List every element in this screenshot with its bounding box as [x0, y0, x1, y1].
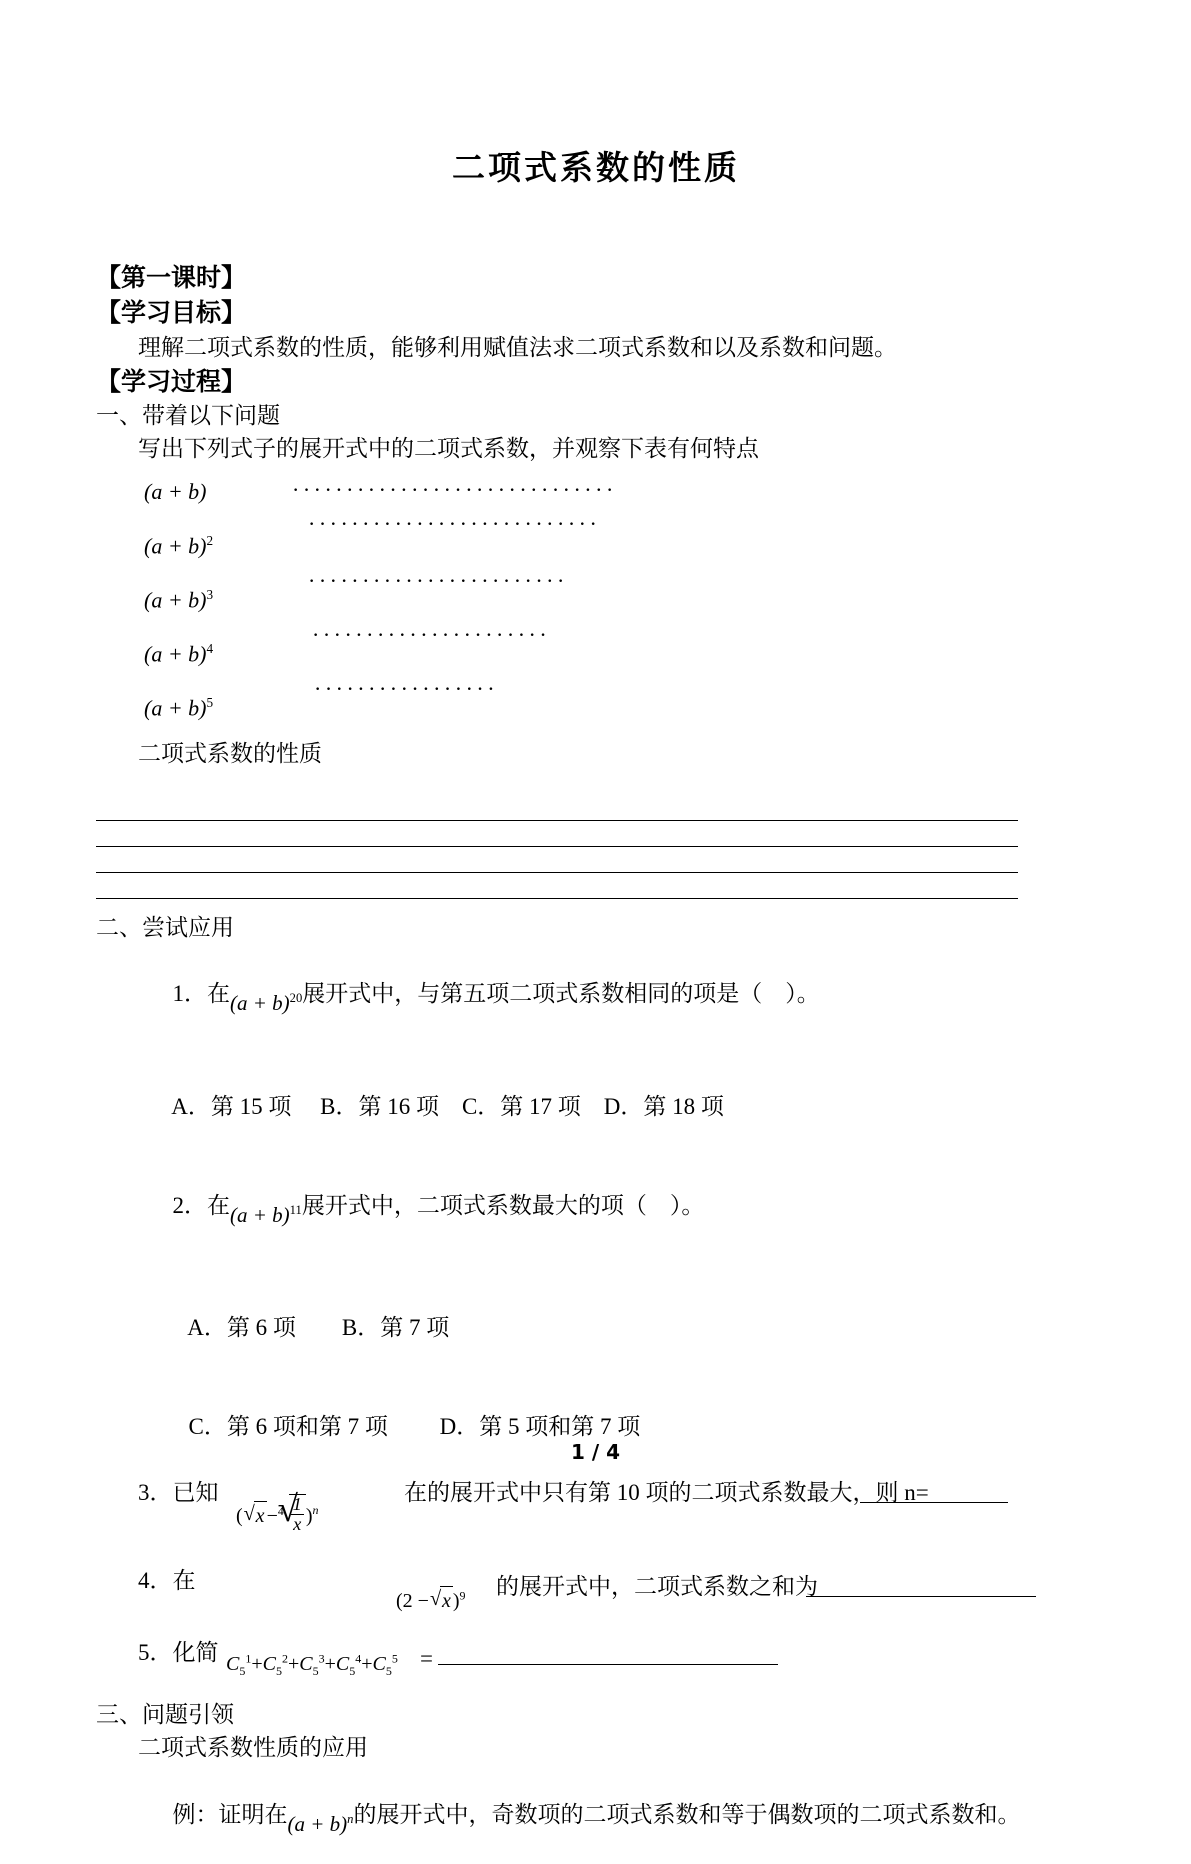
dot-leader: ··························· [308, 511, 601, 537]
question-4-number: 4．在 [138, 1568, 196, 1594]
expression-row [96, 511, 1096, 565]
dot-leader: ························ [308, 568, 568, 594]
option-a[interactable]: A．第 15 项 [171, 1094, 292, 1120]
expression-ab-4: $(a + b)^4$ [144, 641, 214, 667]
answer-line[interactable] [96, 821, 1018, 847]
question-3-number: 3．已知 [138, 1480, 219, 1506]
question-4-tail: 的展开式中，二项式系数之和为 [496, 1574, 818, 1600]
option-c[interactable]: C．第 6 项和第 7 项 [188, 1414, 388, 1440]
section-three-subtitle: 二项式系数性质的应用 [138, 1735, 368, 1761]
option-d[interactable]: D．第 18 项 [603, 1094, 724, 1120]
expression-ab-2: $(a + b)^2$ [144, 533, 214, 559]
expression-row [96, 465, 1096, 511]
question-4-blank[interactable] [806, 1596, 1036, 1597]
heading-objective: 【学习目标】 [96, 298, 247, 328]
question-2-tail: 展开式中，二项式系数最大的项（ ）。 [301, 1193, 705, 1219]
question-1-number: 1．在 [172, 980, 230, 1006]
question-5-blank[interactable] [438, 1664, 778, 1665]
question-3-math: ( √ x −$^4$ √ $\frac{1}{x}$ )$^n$ [236, 1494, 319, 1534]
question-2 [96, 1156, 1096, 1255]
question-4 [96, 1564, 1096, 1636]
example-math: $(a + b)^n$ [287, 1811, 354, 1836]
dot-leader: ······························ [292, 477, 617, 503]
answer-line[interactable] [96, 795, 1018, 821]
question-4-math: (2 − √ x )$^9$ [396, 1586, 466, 1616]
heading-process: 【学习过程】 [96, 366, 247, 396]
expression-row [96, 673, 1096, 727]
question-3-tail: 在的展开式中只有第 10 项的二项式系数最大，则 n= [404, 1480, 929, 1506]
sqrt-x: √ x [244, 1501, 267, 1531]
question-5-number: 5．化简 [138, 1640, 219, 1666]
answer-line[interactable] [96, 873, 1018, 899]
section-one-label: 一、带着以下问题 [96, 403, 280, 429]
dot-leader: ················· [314, 676, 499, 702]
question-1-options [96, 1057, 1096, 1156]
answer-lines-block [96, 795, 1096, 899]
page-title: 二项式系数的性质 [452, 148, 740, 187]
page-content [96, 0, 1096, 1864]
section-three-label: 三、问题引领 [96, 1702, 234, 1728]
example-tail: 的展开式中，奇数项的二项式系数和等于偶数项的二项式系数和。 [353, 1801, 1021, 1827]
question-5 [96, 1636, 1096, 1692]
question-2-options-row1 [96, 1278, 1096, 1377]
question-2-number: 2．在 [172, 1193, 230, 1219]
question-5-math: $C_5^1+C_5^2+C_5^3+C_5^4+C_5^5$ [226, 1651, 398, 1679]
answer-line[interactable] [96, 847, 1018, 873]
question-2-math: $(a + b)^{11}$ [230, 1203, 302, 1228]
sqrt-fraction: √ $\frac{1}{x}$ [278, 1494, 306, 1534]
example-head: 例：证明在 [172, 1801, 288, 1827]
question-1 [96, 944, 1096, 1043]
option-c[interactable]: C．第 17 项 [461, 1094, 581, 1120]
sqrt-x: √ x [430, 1586, 453, 1616]
page-number: 1 / 4 [570, 1440, 621, 1464]
question-1-tail: 展开式中，与第五项二项式系数相同的项是（ ）。 [302, 980, 820, 1006]
expression-ab-5: $(a + b)^5$ [144, 695, 214, 721]
expression-row [96, 619, 1096, 673]
expression-ab-3: $(a + b)^3$ [144, 587, 214, 613]
dot-leader: ······················ [312, 622, 551, 648]
example-line [96, 1765, 1096, 1864]
binomial-property-label: 二项式系数的性质 [138, 741, 322, 767]
question-3-blank[interactable] [860, 1502, 1008, 1503]
expression-row [96, 565, 1096, 619]
heading-lesson: 【第一课时】 [96, 262, 247, 292]
question-5-equals: = [420, 1646, 433, 1672]
option-b[interactable]: B．第 16 项 [320, 1094, 439, 1120]
root-index-4: 4 [277, 1505, 284, 1519]
option-d[interactable]: D．第 5 项和第 7 项 [439, 1414, 641, 1440]
option-a[interactable]: A．第 6 项 [187, 1314, 296, 1340]
objective-text: 理解二项式系数的性质，能够利用赋值法求二项式系数和以及系数和问题。 [138, 334, 897, 360]
question-3 [96, 1476, 1096, 1542]
section-one-instruction: 写出下列式子的展开式中的二项式系数，并观察下表有何特点 [138, 436, 759, 462]
question-1-math: $(a + b)^{20}$ [230, 990, 303, 1015]
section-two-label: 二、尝试应用 [96, 914, 234, 940]
option-b[interactable]: B．第 7 项 [341, 1314, 450, 1340]
expression-ab-1: (a + b) [144, 479, 207, 505]
